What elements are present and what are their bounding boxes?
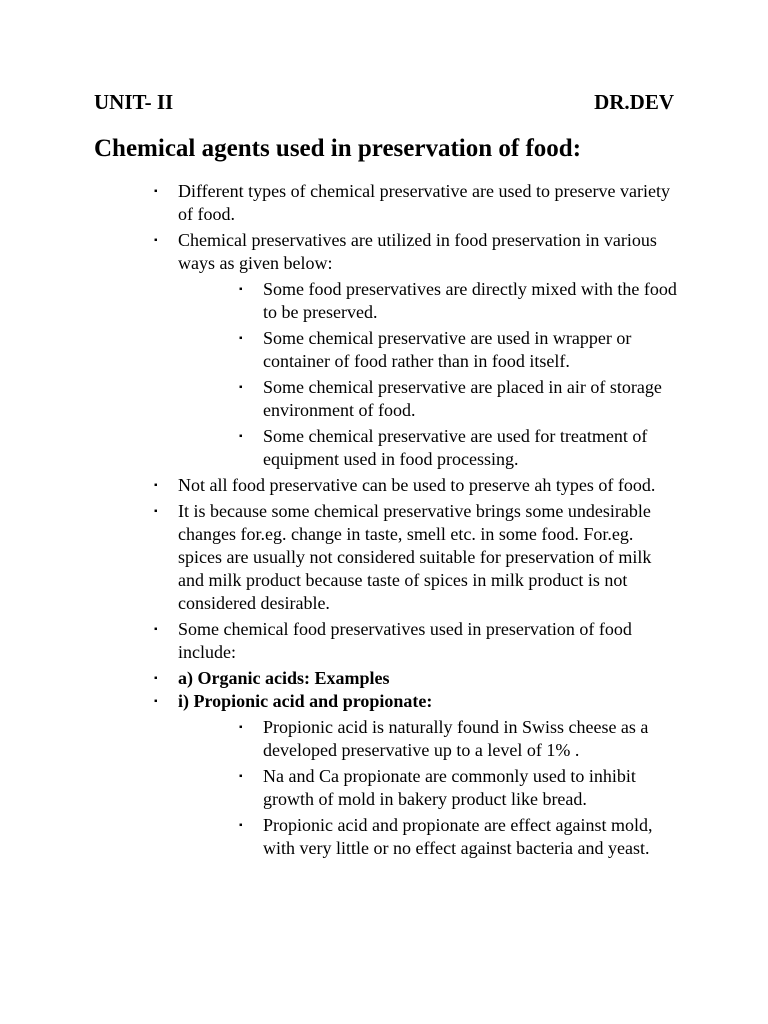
list-item-text: a) Organic acids: Examples xyxy=(178,668,390,688)
sub-list-item xyxy=(239,278,683,324)
list-item xyxy=(154,180,678,226)
bullet-icon: ▪ xyxy=(239,431,243,442)
bullet-icon: ▪ xyxy=(154,506,158,517)
list-item-text: Some food preservatives are directly mixed with the food to be preserved. xyxy=(263,279,677,322)
bullet-icon: ▪ xyxy=(154,235,158,246)
list-item-text: Some chemical preservative are placed in air of storage environment of food. xyxy=(263,377,662,420)
list-item-text: It is because some chemical preservative brings some undesirable changes for.eg. change in taste, smell etc. in some food. For.eg. spices are usually not considered suitable for preservation of milk and milk product because taste of spices in milk product is not considered desirable. xyxy=(178,501,652,613)
bullet-icon: ▪ xyxy=(239,722,243,733)
list-item-text: Not all food preservative can be used to preserve ah types of food. xyxy=(178,475,656,495)
list-item xyxy=(154,618,678,664)
section-heading-organic-acids xyxy=(154,667,678,690)
list-item-text: Some chemical preservative are used in wrapper or container of food rather than in food itself. xyxy=(263,328,632,371)
sub-list-item xyxy=(239,716,683,762)
sub-list-item xyxy=(239,425,683,471)
page-title: Chemical agents used in preservation of food: xyxy=(94,135,582,162)
sub-list-item xyxy=(239,814,683,860)
bullet-icon: ▪ xyxy=(154,624,158,635)
author-label: DR.DEV xyxy=(594,90,674,114)
sub-list-item xyxy=(239,376,683,422)
bullet-list xyxy=(0,180,768,863)
bullet-icon: ▪ xyxy=(154,696,158,707)
sub-list-item xyxy=(239,327,683,373)
list-item-text: Na and Ca propionate are commonly used to inhibit growth of mold in bakery product like bread. xyxy=(263,766,636,809)
list-item xyxy=(154,229,678,275)
bullet-icon: ▪ xyxy=(154,480,158,491)
list-item-text: Some chemical preservative are used for treatment of equipment used in food processing. xyxy=(263,426,648,469)
list-item xyxy=(154,500,678,615)
section-heading-propionic-acid xyxy=(154,690,678,713)
bullet-icon: ▪ xyxy=(239,382,243,393)
list-item xyxy=(154,474,678,497)
list-item-text: Chemical preservatives are utilized in food preservation in various ways as given below: xyxy=(178,230,657,273)
bullet-icon: ▪ xyxy=(154,186,158,197)
bullet-icon: ▪ xyxy=(239,820,243,831)
list-item-text: i) Propionic acid and propionate: xyxy=(178,691,433,711)
bullet-icon: ▪ xyxy=(154,673,158,684)
list-item-text: Propionic acid is naturally found in Swiss cheese as a developed preservative up to a level of 1% . xyxy=(263,717,649,760)
bullet-icon: ▪ xyxy=(239,284,243,295)
list-item-text: Propionic acid and propionate are effect against mold, with very little or no effect against bacteria and yeast. xyxy=(263,815,653,858)
unit-label: UNIT- II xyxy=(94,90,174,114)
bullet-icon: ▪ xyxy=(239,333,243,344)
sub-list-item xyxy=(239,765,683,811)
bullet-icon: ▪ xyxy=(239,771,243,782)
list-item-text: Some chemical food preservatives used in preservation of food include: xyxy=(178,619,632,662)
list-item-text: Different types of chemical preservative are used to preserve variety of food. xyxy=(178,181,670,224)
